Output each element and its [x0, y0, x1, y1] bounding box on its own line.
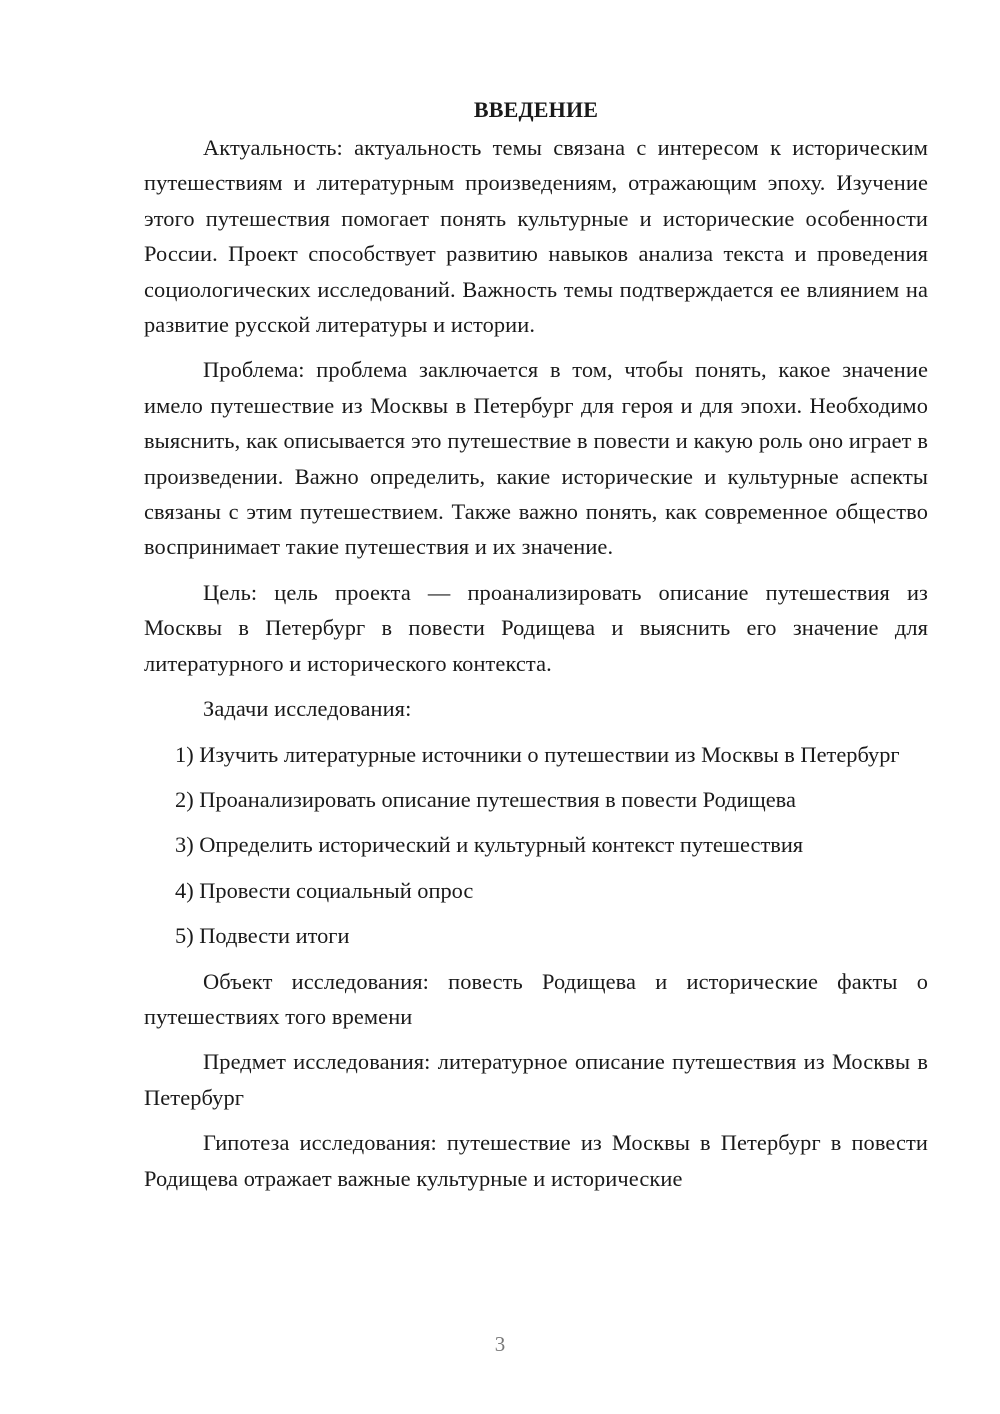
- problem-paragraph: Проблема: проблема заключается в том, чтобы понять, какое значение имело путешествие из Москвы в Петербург для героя и для эпохи. Необходимо выяснить, как описывается это путешествие в повести и какую роль оно играет в произведении. Важно определить, какие исторические и культурные аспекты связаны с этим путешествием. Также важно понять, как современное общество воспринимает такие путешествия и их значение.: [144, 357, 928, 560]
- subject-paragraph: Предмет исследования: литературное описание путешествия из Москвы в Петербург: [144, 1049, 928, 1110]
- relevance-paragraph: Актуальность: актуальность темы связана с интересом к историческим путешествиям и литературным произведениям, отражающим эпоху. Изучение этого путешествия помогает понять культурные и исторические особенности России. Проект способствует развитию навыков анализа текста и проведения социологических исследований. Важность темы подтверждается ее влиянием на развитие русской литературы и истории.: [144, 135, 928, 338]
- task-item: 4) Провести социальный опрос: [175, 877, 474, 903]
- tasks-title: Задачи исследования:: [203, 696, 412, 722]
- page-content: [144, 92, 928, 1206]
- task-item: 3) Определить исторический и культурный контекст путешествия: [175, 832, 804, 858]
- section-heading: ВВЕДЕНИЕ: [473, 97, 599, 122]
- hypothesis-paragraph: Гипотеза исследования: путешествие из Москвы в Петербург в повести Родищева отражает важные культурные и исторические: [144, 1130, 928, 1191]
- goal-paragraph: Цель: цель проекта — проанализировать описание путешествия из Москвы в Петербург в повести Родищева и выяснить его значение для литературного и исторического контекста.: [144, 579, 928, 676]
- page-number: 3: [494, 1332, 506, 1356]
- task-item: 5) Подвести итоги: [175, 923, 350, 949]
- task-item: 2) Проанализировать описание путешествия в повести Родищева: [175, 786, 796, 812]
- object-paragraph: Объект исследования: повесть Родищева и исторические факты о путешествиях того времени: [144, 968, 928, 1029]
- task-item: 1) Изучить литературные источники о путешествии из Москвы в Петербург: [175, 741, 900, 767]
